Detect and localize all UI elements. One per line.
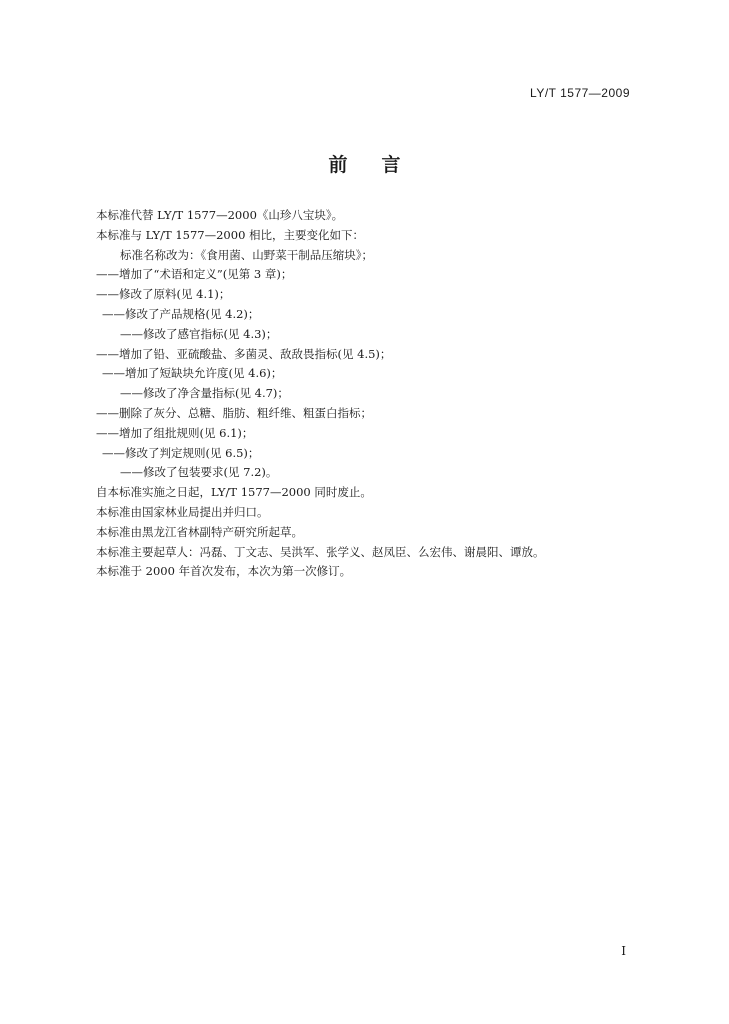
page-number: I	[621, 944, 626, 958]
body-line: ——增加了短缺块允许度(见 4.6)；	[102, 366, 283, 381]
body-line: 本标准由国家林业局提出并归口。	[96, 504, 269, 519]
body-line: 本标准由黑龙江省林副特产研究所起草。	[96, 524, 303, 539]
body-line: 标准名称改为：《食用菌、山野菜干制品压缩块》；	[120, 247, 373, 262]
page-title: 前言	[328, 154, 435, 176]
body-line: ——修改了净含量指标(见 4.7)；	[120, 386, 289, 401]
body-line: 本标准于 2000 年首次发布，本次为第一次修订。	[96, 564, 352, 579]
standard-code: LY/T 1577—2009	[530, 86, 630, 100]
body-line: 本标准代替 LY/T 1577—2000《山珍八宝块》。	[96, 208, 344, 222]
body-line: ——修改了包装要求(见 7.2)。	[120, 465, 278, 480]
body-line: ——增加了组批规则(见 6.1)；	[96, 425, 254, 440]
body-line: ——修改了判定规则(见 6.5)；	[102, 445, 260, 460]
body-line: ——修改了产品规格(见 4.2)；	[102, 306, 260, 321]
foreword-body	[96, 206, 656, 582]
body-line: ——修改了原料(见 4.1)；	[96, 287, 231, 302]
body-line: 本标准主要起草人：冯磊、丁文志、吴洪军、张学义、赵凤臣、么宏伟、谢晨阳、谭放。	[96, 544, 545, 559]
body-line: ——删除了灰分、总糖、脂肪、粗纤维、粗蛋白指标；	[96, 405, 372, 420]
body-line: 自本标准实施之日起，LY/T 1577—2000 同时废止。	[96, 485, 372, 500]
body-line: 本标准与 LY/T 1577—2000 相比，主要变化如下：	[96, 227, 365, 242]
body-line: ——增加了“术语和定义”(见第 3 章)；	[96, 267, 293, 282]
body-line: ——修改了感官指标(见 4.3)；	[120, 326, 278, 341]
body-line: ——增加了铅、亚硫酸盐、多菌灵、敌敌畏指标(见 4.5)；	[96, 346, 392, 361]
